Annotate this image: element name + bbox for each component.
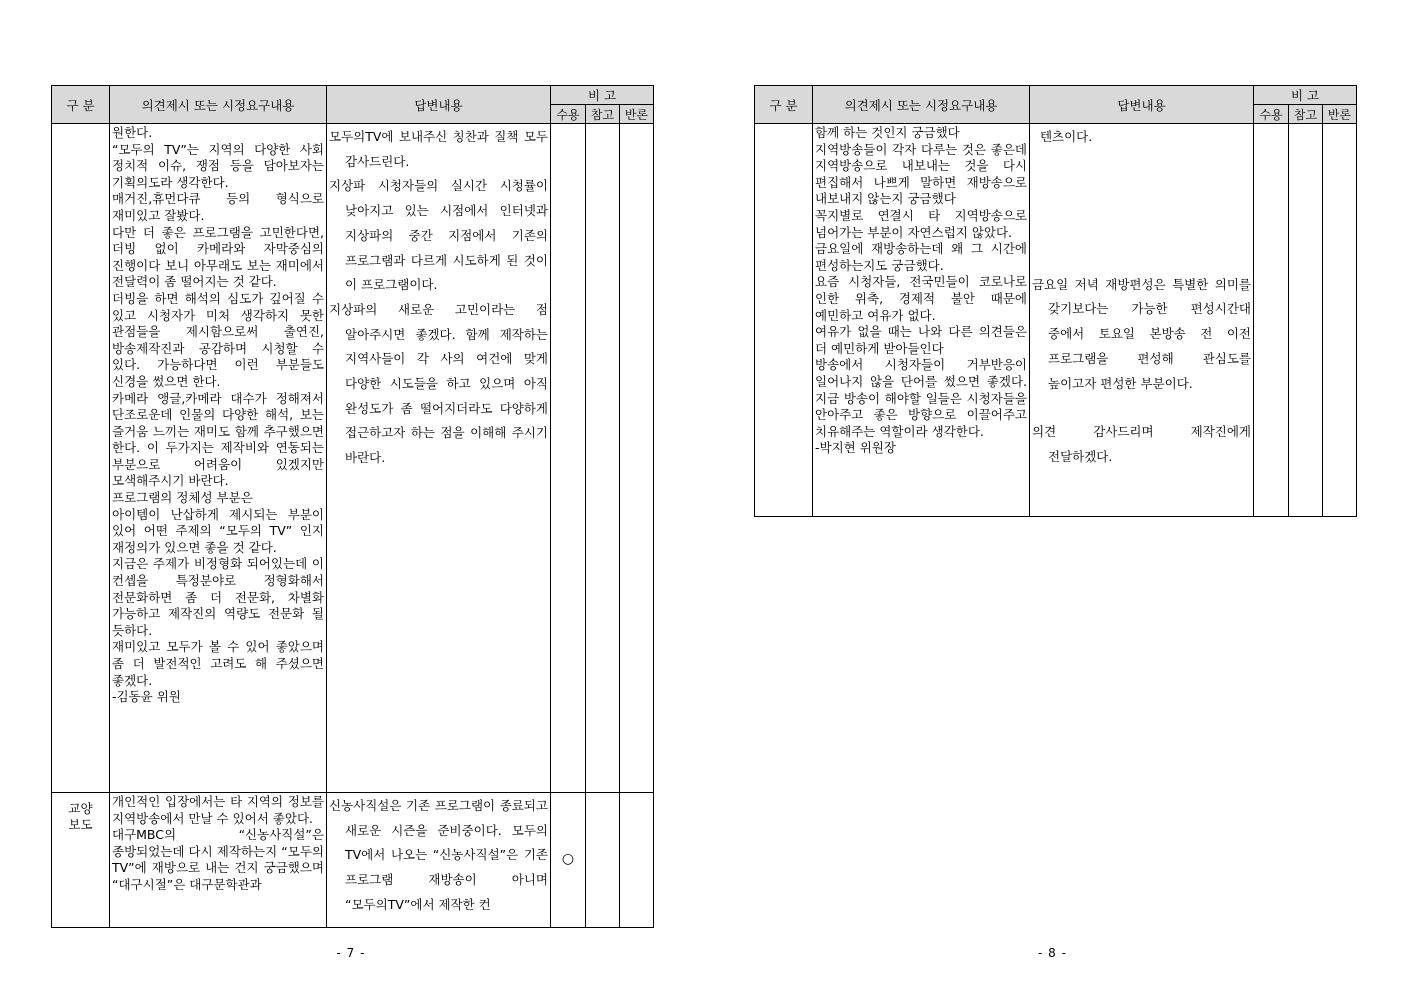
row-answer <box>327 793 551 928</box>
row-rebut <box>620 793 654 928</box>
row-opinion <box>110 124 327 793</box>
row-category <box>755 124 813 517</box>
row-category <box>52 124 110 793</box>
opinion-paragraph: “모두의 TV”는 지역의 다양한 사회 정치적 이슈, 쟁점 등을 담아보자는 기획의도라 생각한다. <box>112 141 324 190</box>
row-opinion <box>110 793 327 928</box>
header-opinion: 의견제시 또는 시정요구내용 <box>813 86 1030 124</box>
row-reference <box>1289 124 1323 517</box>
row-reference <box>586 124 620 793</box>
opinion-paragraph: 꼭지별로 연결시 타 지역방송으로 넘어가는 부분이 자연스럽지 않았다. <box>815 207 1027 240</box>
opinion-paragraph: 대구MBC의 “신농사직설”은 종방되었는데 다시 제작하는지 “모두의 TV”에 재방으로 내는 건지 궁금했으며 “대구시절”은 대구문학관과 <box>112 827 324 892</box>
row-accept <box>551 793 586 928</box>
header-rebut: 반론 <box>1323 105 1357 124</box>
answer-spacer <box>1032 150 1251 273</box>
row-accept <box>551 124 586 793</box>
opinion-paragraph: 다만 더 좋은 프로그램을 고민한다면, 더빙 없이 카메라와 자막중심의 진행이다 보니 아무래도 보는 재미에서 전달력이 좀 떨어지는 것 같다. <box>112 224 324 290</box>
page-8 <box>702 0 1403 992</box>
opinion-signature: -김동윤 위원 <box>112 689 181 705</box>
opinion-paragraph: 카메라 앵글,카메라 대수가 정해져서 단조로운데 인물의 다양한 해석, 보는 즐거움 느끼는 재미도 함께 추구했으면 한다. 이 두가지는 제작비와 연동되는 부분으로 어려움이 있겠지만 모색해주시기 바란다. <box>112 390 324 489</box>
header-accept: 수용 <box>1254 105 1289 124</box>
opinion-paragraph: 금요일에 재방송하는데 왜 그 시간에 편성하는지도 궁금했다. <box>815 241 1027 273</box>
row-category <box>52 793 110 928</box>
opinion-paragraph: 요즘 시청자들, 전국민들이 코로나로 인한 위축, 경제적 불안 때문에 예민하고 여유가 없다. <box>815 274 1027 323</box>
category-label: 교양 보도 <box>68 801 93 832</box>
answer-paragraph: 지상파의 새로운 고민이라는 점 알아주시면 좋겠다. 함께 제작하는 지역사들이 각 사의 여건에 맞게 다양한 시도들을 하고 있으며 아직 완성도가 좀 떨어지더라도 다양하게 접근하고자 하는 점을 이해해 주시기 바란다. <box>329 301 548 466</box>
answer-spacer <box>1032 396 1251 420</box>
answer-paragraph: 모두의TV에 보내주신 칭찬과 질책 모두 감사드린다. <box>329 129 548 169</box>
header-reference: 참고 <box>586 105 620 124</box>
answer-paragraph: 금요일 저녁 재방편성은 특별한 의미를 갖기보다는 가능한 편성시간대 중에서 토요일 본방송 전 이전 프로그램을 편성해 관심도를 높이고자 편성한 부분이다. <box>1032 276 1251 391</box>
opinion-paragraph: 매거진,휴먼다큐 등의 형식으로 재미있고 잘봤다. <box>112 191 324 223</box>
row-rebut <box>1323 124 1357 517</box>
opinion-paragraph: 지역방송들이 각자 다루는 것은 좋은데 지역방송으로 내보내는 것을 다시 편집해서 나쁘게 말하면 재방송으로 내보내지 않는지 궁금했다 <box>815 141 1027 207</box>
answer-paragraph: 텐츠이다. <box>1032 129 1093 144</box>
header-opinion: 의견제시 또는 시정요구내용 <box>110 86 327 124</box>
opinion-paragraph: 원한다. <box>112 125 153 140</box>
header-remark: 비 고 <box>1254 86 1357 105</box>
header-reference: 참고 <box>1289 105 1323 124</box>
header-category: 구 분 <box>755 86 813 124</box>
opinion-paragraph: 여유가 없을 때는 나와 다른 의견들은 더 예민하게 받아들인다 <box>815 324 1027 356</box>
row-answer <box>327 124 551 793</box>
row-accept <box>1254 124 1289 517</box>
header-answer: 답변내용 <box>327 86 551 124</box>
page-number: - 8 - <box>1038 946 1067 960</box>
row-opinion <box>813 124 1030 517</box>
page-number: - 7 - <box>336 946 366 960</box>
opinion-signature: -박지현 위원장 <box>815 440 896 456</box>
table-row <box>52 793 654 928</box>
opinion-paragraph: 재미있고 모두가 볼 수 있어 좋았으며 좀 더 발전적인 고려도 해 주셨으면 좋겠다. <box>112 639 324 688</box>
table-row <box>52 124 654 793</box>
opinion-paragraph: 지금은 주제가 비정형화 되어있는데 이 컨셉을 특정분야로 정형화해서 전문화하면 좀 더 전문화, 차별화 가능하고 제작진의 역량도 전문화 될 듯하다. <box>112 556 324 638</box>
opinion-paragraph: 더빙을 하면 해석의 심도가 깊어질 수 있고 시청자가 미처 생각하지 못한 관점들을 제시함으로써 출연진, 방송제작진과 공감하며 시청할 수 있다. 가능하다면 이런 부분들도 신경을 썼으면 한다. <box>112 290 324 389</box>
header-answer: 답변내용 <box>1030 86 1254 124</box>
row-reference <box>586 793 620 928</box>
opinion-paragraph: 아이템이 난삽하게 제시되는 부분이 있어 어떤 주제의 “모두의 TV” 인지 재정의가 있으면 좋을 것 같다. <box>112 506 324 555</box>
header-accept: 수용 <box>551 105 586 124</box>
opinion-paragraph: 프로그램의 정체성 부분은 <box>112 490 253 506</box>
table-row <box>755 124 1357 517</box>
row-rebut <box>620 124 654 793</box>
answer-paragraph: 지상파 시청자들의 실시간 시청률이 낮아지고 있는 시점에서 인터넷과 지상파의 중간 지점에서 기존의 프로그램과 다르게 시도하게 된 것이 이 프로그램이다. <box>329 178 548 293</box>
answer-paragraph: 의견 감사드리며 제작진에게 전달하겠다. <box>1032 424 1251 464</box>
accept-circle-mark: ○ <box>561 851 575 867</box>
opinion-table-page-7 <box>51 85 654 928</box>
row-answer <box>1030 124 1254 517</box>
opinion-table-page-8 <box>754 85 1357 517</box>
opinion-paragraph: 함께 하는 것인지 궁금했다 <box>815 125 960 140</box>
header-remark: 비 고 <box>551 86 654 105</box>
header-category: 구 분 <box>52 86 110 124</box>
answer-paragraph: 신농사직설은 기존 프로그램이 종료되고 새로운 시즌을 준비중이다. 모두의 TV에서 나오는 “신농사직설”은 기존 프로그램 재방송이 아니며 “모두의TV”에서 제작한 컨 <box>329 798 548 912</box>
header-rebut: 반론 <box>620 105 654 124</box>
opinion-paragraph: 개인적인 입장에서는 타 지역의 정보를 지역방송에서 만날 수 있어서 좋았다. <box>112 794 324 826</box>
opinion-paragraph: 방송에서 시청자들이 거부반응이 일어나지 않을 단어를 썼으면 좋겠다. 지금 방송이 해야할 일들은 시청자들을 안아주고 좋은 방향으로 이끌어주고 치유해주는 역할이라 생각한다. <box>815 357 1027 439</box>
